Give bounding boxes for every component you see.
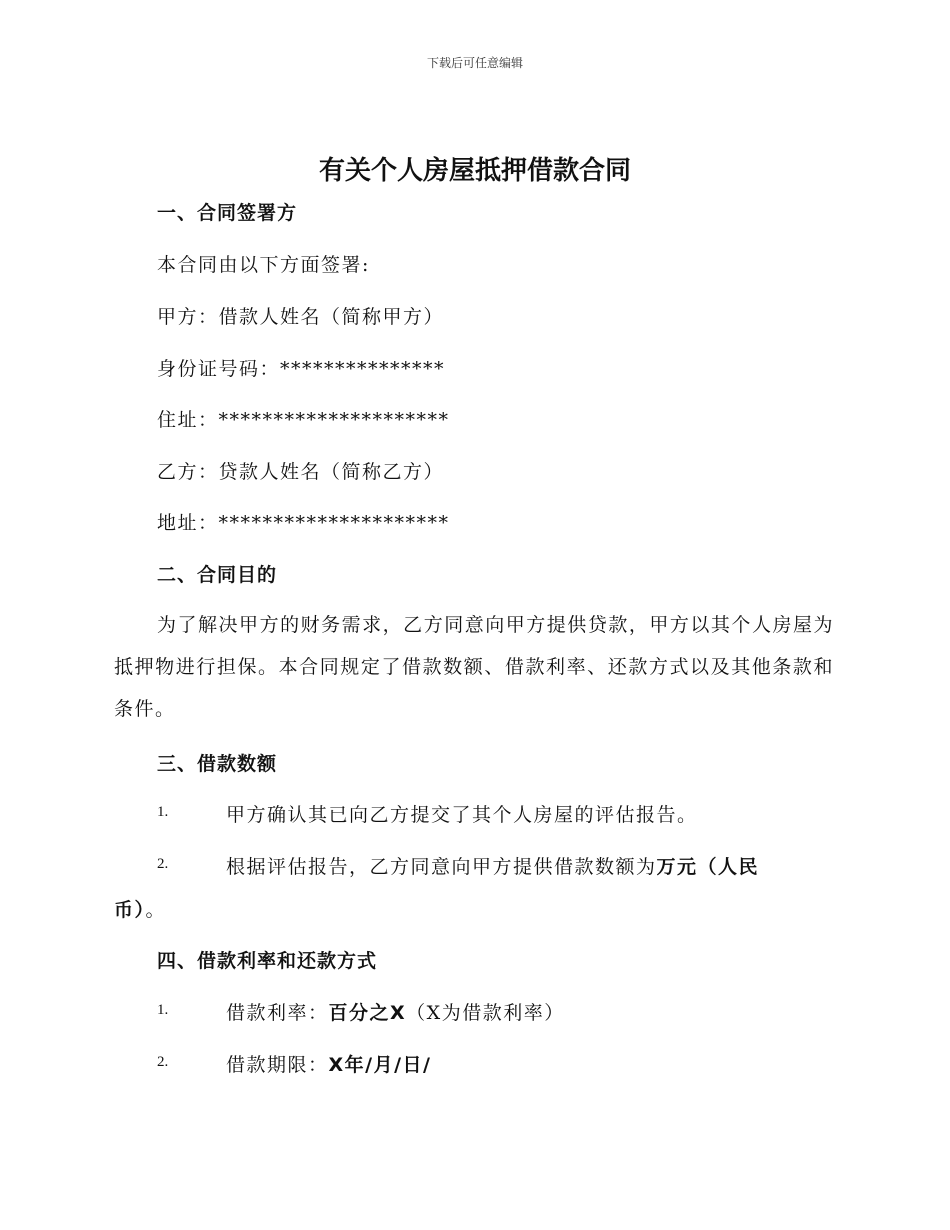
loan-term-value: X年/月/日/: [328, 1054, 432, 1076]
section-heading-interest-repayment: 四、借款利率和还款方式: [157, 950, 378, 972]
purpose-paragraph: 为了解决甲方的财务需求，乙方同意向甲方提供贷款，甲方以其个人房屋为抵押物进行担保。本合同规定了借款数额、借款利率、还款方式以及其他条款和条件。: [114, 614, 834, 720]
loan-amount-value: 万元（人民: [656, 856, 760, 878]
interest-rate-value: 百分之X: [328, 1002, 407, 1024]
section-heading-signatories: 一、合同签署方: [157, 202, 298, 224]
loan-term-item: [226, 1050, 431, 1077]
list-item-number: 1.: [157, 1002, 169, 1018]
party-a-line: 甲方：借款人姓名（简称甲方）: [157, 306, 445, 328]
loan-amount-item-2-continued: [114, 895, 166, 922]
address-a-line: 住址：*********************: [157, 409, 450, 431]
address-b-line: 地址：*********************: [157, 512, 450, 534]
currency-suffix: 币）: [114, 899, 146, 921]
interest-rate-label: 借款利率：: [226, 1002, 329, 1024]
id-number-line: 身份证号码：***************: [157, 358, 446, 380]
list-item-number: 1.: [157, 804, 169, 820]
signatories-intro: 本合同由以下方面签署:: [157, 254, 370, 276]
document-title: 有关个人房屋抵押借款合同: [318, 156, 631, 186]
page-header-note: 下载后可任意编辑: [426, 56, 523, 70]
interest-rate-note: （X为借款利率）: [406, 1002, 565, 1024]
section-heading-purpose: 二、合同目的: [157, 564, 278, 586]
loan-amount-item-2: [226, 852, 759, 879]
loan-term-label: 借款期限：: [226, 1054, 329, 1076]
loan-amount-item-1: 甲方确认其已向乙方提交了其个人房屋的评估报告。: [226, 804, 698, 826]
sentence-end: 。: [145, 899, 167, 921]
list-item-number: 2.: [157, 1054, 169, 1070]
list-item-number: 2.: [157, 856, 169, 872]
party-b-line: 乙方：贷款人姓名（简称乙方）: [157, 461, 445, 483]
section-heading-loan-amount: 三、借款数额: [157, 753, 278, 775]
interest-rate-item: [226, 998, 565, 1025]
loan-amount-item-2-text: 根据评估报告，乙方同意向甲方提供借款数额为: [226, 856, 657, 878]
